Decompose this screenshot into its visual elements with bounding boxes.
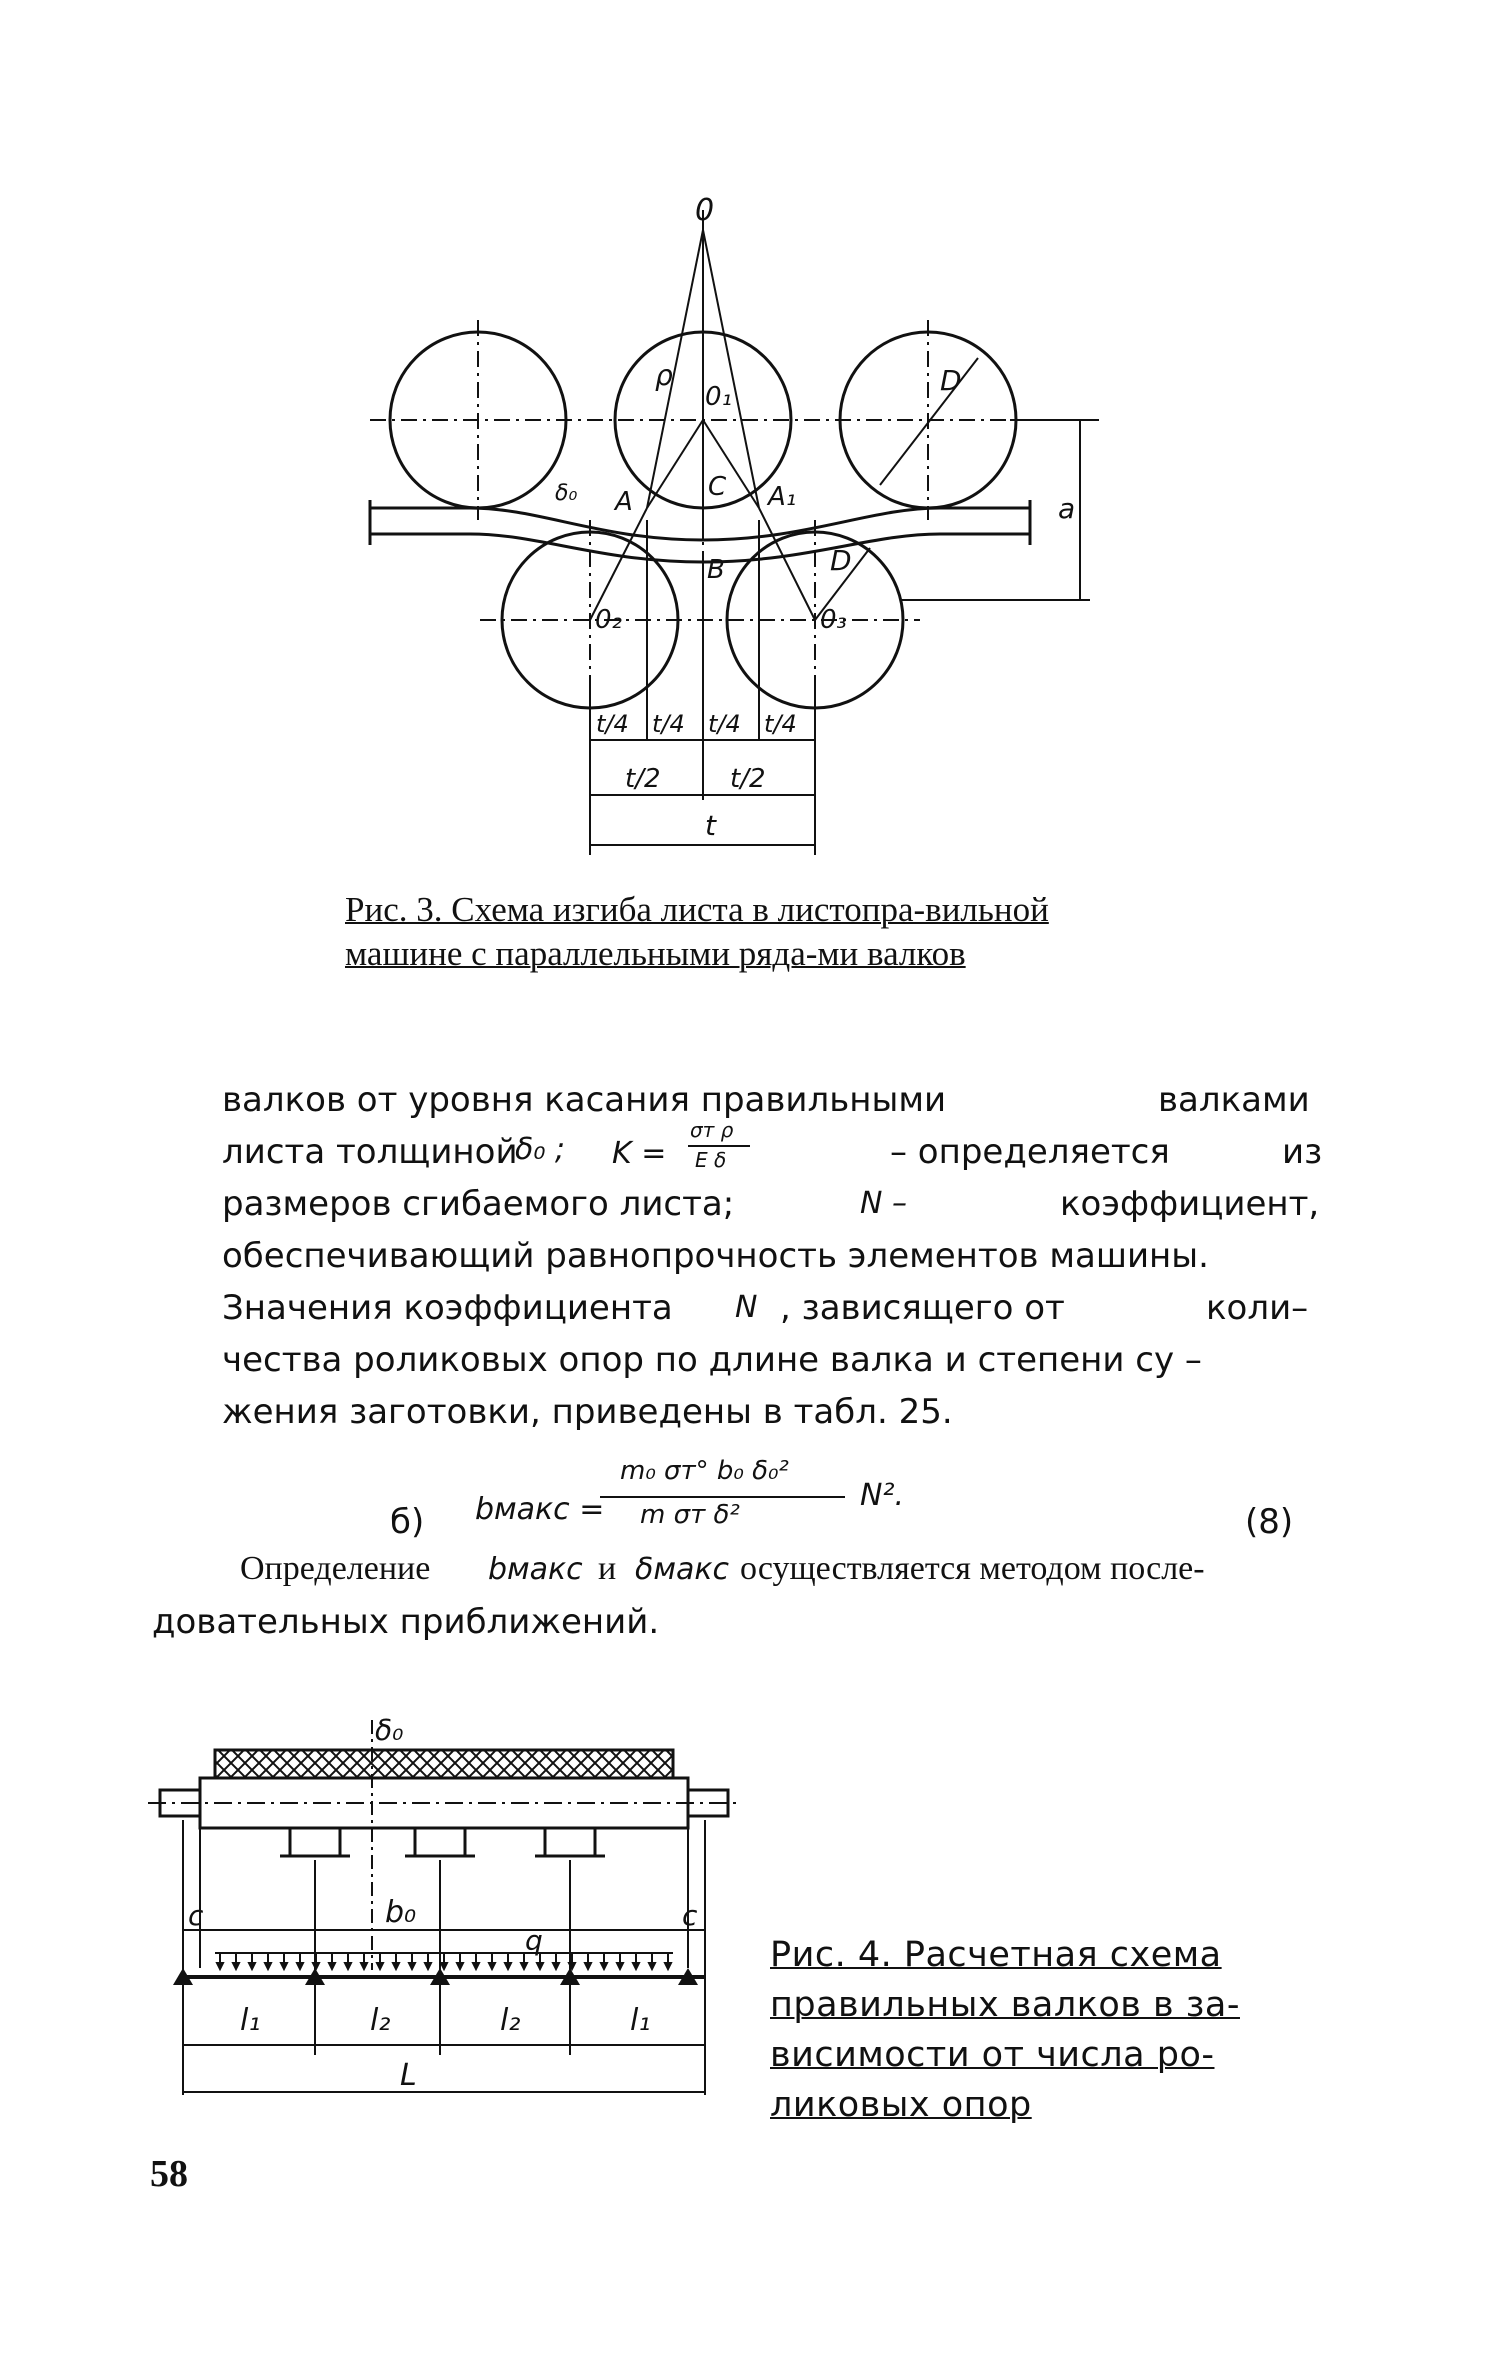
text-line-7: жения заготовки, приведены в табл. 25. <box>222 1392 953 1432</box>
text-line-5n: N <box>735 1290 758 1325</box>
figure-3-diagram <box>0 0 1500 880</box>
label-t4-3: t/4 <box>708 710 741 738</box>
label-D-top: D <box>940 364 962 397</box>
text-line-5a: Значения коэффициента <box>222 1288 673 1328</box>
label-D-bottom: D <box>830 544 852 577</box>
label-a: a <box>1058 492 1076 525</box>
page-number: 58 <box>150 2153 188 2195</box>
load-arrow-head <box>521 1963 527 1969</box>
formula-number: (8) <box>1245 1502 1294 1542</box>
formula-prefix: б) <box>390 1502 425 1542</box>
label-L: L <box>400 2058 417 2093</box>
text-line-2b: – определяется <box>890 1132 1170 1172</box>
load-arrow-head <box>345 1963 351 1969</box>
text-line-1b: валками <box>1158 1080 1310 1120</box>
label-t4-1: t/4 <box>596 710 629 738</box>
figure-3-caption: Рис. 3. Схема изгиба листа в листопра-вильной машине с параллельными ряда-ми валков <box>345 890 1049 973</box>
formula-suffix: N². <box>860 1478 905 1513</box>
load-arrow-head <box>425 1963 431 1969</box>
text-k: K = <box>612 1136 667 1171</box>
text-line-1a: валков от уровня касания правильными <box>222 1080 947 1120</box>
load-arrow-head <box>377 1963 383 1969</box>
label-l2-left: l₂ <box>370 2003 391 2038</box>
text-line-2c: из <box>1282 1132 1323 1172</box>
text-k-num: σт ρ <box>690 1118 734 1142</box>
formula-fraction-bar <box>600 1496 845 1498</box>
load-arrow-head <box>617 1963 623 1969</box>
label-t: t <box>705 809 716 842</box>
formula-numerator: m₀ σт° b₀ δ₀² <box>620 1456 789 1486</box>
load-arrow-head <box>505 1963 511 1969</box>
text-k-den: E δ <box>695 1148 727 1172</box>
label-l1-left: l₁ <box>240 2003 261 2038</box>
text-line-3b: коэффициент, <box>1060 1184 1320 1224</box>
label-A1: A₁ <box>768 482 797 512</box>
label-B: B <box>707 555 725 585</box>
text-n: N – <box>860 1186 907 1221</box>
load-arrow-head <box>217 1963 223 1969</box>
load-arrow-head <box>297 1963 303 1969</box>
load-arrow-head <box>361 1963 367 1969</box>
load-arrow-head <box>265 1963 271 1969</box>
text-delta0: δ₀ ; <box>515 1132 566 1167</box>
label-c-right: c <box>682 1899 698 1932</box>
load-arrow-head <box>313 1963 319 1969</box>
load-arrow-head <box>393 1963 399 1969</box>
label-C: C <box>708 472 727 502</box>
label-O2: 0₂ <box>595 605 622 635</box>
load-arrow-head <box>489 1963 495 1969</box>
text-line-2a: листа толщиной <box>222 1132 518 1172</box>
label-t4-2: t/4 <box>652 710 685 738</box>
figure-4-caption: Рис. 4. Расчетная схема правильных валков в за-висимости от числа ро-ликовых опор <box>770 1935 1240 2125</box>
para2-line2: довательных приближений. <box>152 1602 660 1642</box>
load-arrow-head <box>665 1963 671 1969</box>
label-delta0-fig4: δ₀ <box>375 1714 404 1747</box>
load-arrow-head <box>329 1963 335 1969</box>
label-c-left: c <box>188 1899 204 1932</box>
load-arrow-head <box>473 1963 479 1969</box>
label-O: 0 <box>695 193 715 228</box>
label-t4-4: t/4 <box>764 710 797 738</box>
para2-line1-b: осуществляется методом после- <box>740 1550 1205 1587</box>
load-arrow-head <box>553 1963 559 1969</box>
text-line-3a: размеров сгибаемого листа; <box>222 1184 735 1224</box>
load-arrow-head <box>233 1963 239 1969</box>
formula-lhs: bмакс = <box>475 1492 605 1527</box>
label-t2-1: t/2 <box>625 764 661 794</box>
load-arrow-head <box>281 1963 287 1969</box>
load-arrow-head <box>601 1963 607 1969</box>
roller-coating <box>215 1750 673 1778</box>
figure-4-diagram <box>0 1700 760 2120</box>
label-O3: 0₃ <box>820 605 847 635</box>
label-delta0: δ₀ <box>555 481 578 506</box>
load-arrow-head <box>441 1963 447 1969</box>
label-l1-right: l₁ <box>630 2003 651 2038</box>
load-arrow-head <box>649 1963 655 1969</box>
formula-denominator: m σт δ² <box>640 1500 740 1530</box>
para2-bmax: bмакс <box>488 1552 583 1587</box>
k-fraction-bar <box>688 1145 750 1147</box>
label-t2-2: t/2 <box>730 764 766 794</box>
label-A: A <box>615 487 633 517</box>
text-line-6: чества роликовых опор по длине валка и степени су – <box>222 1340 1202 1380</box>
text-line-5b: , зависящего от <box>780 1288 1065 1328</box>
para2-and: и <box>598 1550 617 1587</box>
load-arrow-head <box>537 1963 543 1969</box>
load-arrows <box>217 1953 671 1969</box>
text-line-4: обеспечивающий равнопрочность элементов машины. <box>222 1236 1209 1276</box>
para2-deltamax: δмакс <box>635 1552 729 1587</box>
load-arrow-head <box>457 1963 463 1969</box>
label-b0: b₀ <box>385 1895 417 1930</box>
para2-line1-a: Определение <box>240 1550 431 1587</box>
label-rho: ρ <box>655 359 673 392</box>
load-arrow-head <box>409 1963 415 1969</box>
label-O1: 0₁ <box>705 382 732 412</box>
label-l2-right: l₂ <box>500 2003 521 2038</box>
label-q: q <box>525 1924 543 1957</box>
load-arrow-head <box>633 1963 639 1969</box>
text-line-5c: коли– <box>1206 1288 1309 1328</box>
load-arrow-head <box>585 1963 591 1969</box>
load-arrow-head <box>249 1963 255 1969</box>
